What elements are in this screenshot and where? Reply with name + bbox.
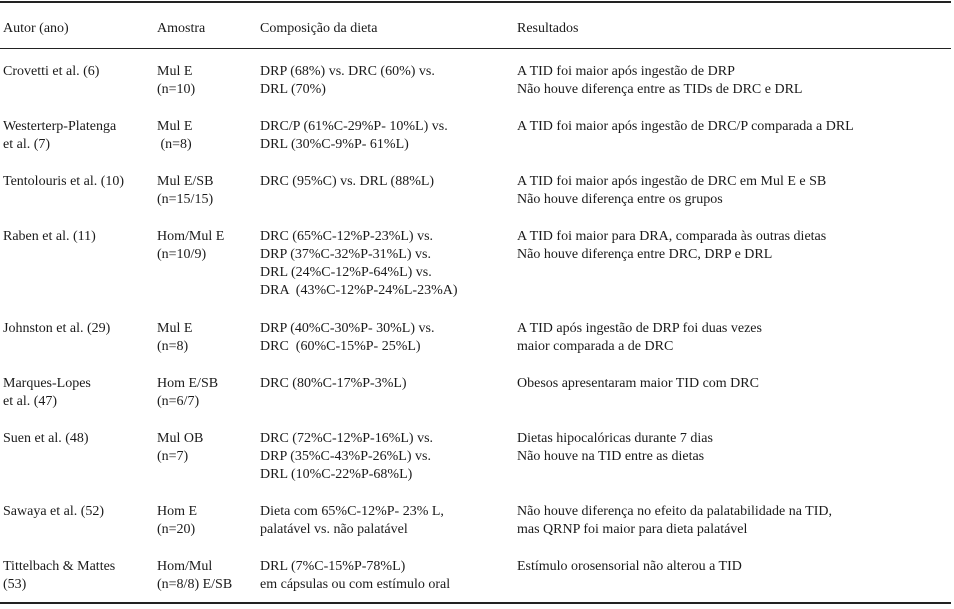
diet-line: DRL (10%C-22%P-68%L) xyxy=(260,467,413,482)
author-line: Raben et al. (11) xyxy=(3,229,96,244)
diet-line: em cápsulas ou com estímulo oral xyxy=(260,577,451,592)
author-line: et al. (47) xyxy=(3,394,58,409)
diet-line: DRL (24%C-12%P-64%L) vs. xyxy=(260,265,432,280)
sample-line: Mul E xyxy=(157,119,193,134)
result-line: A TID após ingestão de DRP foi duas vezes xyxy=(517,321,762,336)
result-line: Não houve diferença entre DRC, DRP e DRL xyxy=(517,247,773,262)
sample-line: (n=20) xyxy=(157,522,196,537)
result-line: maior comparada a de DRC xyxy=(517,339,674,354)
sample-line: (n=7) xyxy=(157,449,189,464)
result-line: Não houve diferença no efeito da palatabilidade na TID, xyxy=(517,504,832,519)
sample-line: Hom/Mul xyxy=(157,559,213,574)
sample-line: (n=10) xyxy=(157,82,196,97)
diet-line: DRC (95%C) vs. DRL (88%L) xyxy=(260,174,435,189)
diet-line: Dieta com 65%C-12%P- 23% L, xyxy=(260,504,444,519)
author-line: Sawaya et al. (52) xyxy=(3,504,105,519)
diet-line: DRP (35%C-43%P-26%L) vs. xyxy=(260,449,431,464)
header-rule xyxy=(0,48,951,49)
sample-line: Mul E xyxy=(157,321,193,336)
header-results: Resultados xyxy=(517,21,579,36)
author-line: Johnston et al. (29) xyxy=(3,321,111,336)
diet-line: DRP (37%C-32%P-31%L) vs. xyxy=(260,247,431,262)
sample-line: Mul OB xyxy=(157,431,204,446)
sample-line: Mul E/SB xyxy=(157,174,214,189)
result-line: A TID foi maior para DRA, comparada às outras dietas xyxy=(517,229,827,244)
result-line: Não houve diferença entre os grupos xyxy=(517,192,723,207)
sample-line: (n=6/7) xyxy=(157,394,200,409)
diet-line: DRL (30%C-9%P- 61%L) xyxy=(260,137,409,152)
header-author: Autor (ano) xyxy=(3,21,69,36)
diet-line: DRP (40%C-30%P- 30%L) vs. xyxy=(260,321,435,336)
result-line: A TID foi maior após ingestão de DRP xyxy=(517,64,735,79)
result-line: mas QRNP foi maior para dieta palatável xyxy=(517,522,748,537)
diet-line: palatável vs. não palatável xyxy=(260,522,408,537)
sample-line: Hom E/SB xyxy=(157,376,219,391)
diet-line: DRC (60%C-15%P- 25%L) xyxy=(260,339,421,354)
sample-line: (n=8) xyxy=(157,137,192,152)
result-line: A TID foi maior após ingestão de DRC em Mul E e SB xyxy=(517,174,827,189)
author-line: Tentolouris et al. (10) xyxy=(3,174,125,189)
result-line: Estímulo orosensorial não alterou a TID xyxy=(517,559,742,574)
diet-line: DRA (43%C-12%P-24%L-23%A) xyxy=(260,283,458,298)
sample-line: (n=10/9) xyxy=(157,247,207,262)
diet-line: DRC (80%C-17%P-3%L) xyxy=(260,376,407,391)
sample-line: (n=8) xyxy=(157,339,189,354)
sample-line: Hom/Mul E xyxy=(157,229,225,244)
author-line: Suen et al. (48) xyxy=(3,431,89,446)
diet-line: DRL (70%) xyxy=(260,82,326,97)
diet-line: DRL (7%C-15%P-78%L) xyxy=(260,559,406,574)
sample-line: (n=8/8) E/SB xyxy=(157,577,233,592)
top-rule xyxy=(0,1,951,3)
sample-line: Hom E xyxy=(157,504,198,519)
author-line: Crovetti et al. (6) xyxy=(3,64,100,79)
result-line: Não houve na TID entre as dietas xyxy=(517,449,705,464)
author-line: (53) xyxy=(3,577,27,592)
author-line: Westerterp-Platenga xyxy=(3,119,117,134)
diet-line: DRP (68%) vs. DRC (60%) vs. xyxy=(260,64,435,79)
bottom-rule xyxy=(0,602,951,604)
sample-line: (n=15/15) xyxy=(157,192,214,207)
header-diet: Composição da dieta xyxy=(260,21,378,36)
diet-line: DRC (72%C-12%P-16%L) vs. xyxy=(260,431,434,446)
result-line: Obesos apresentaram maior TID com DRC xyxy=(517,376,759,391)
diet-line: DRC/P (61%C-29%P- 10%L) vs. xyxy=(260,119,448,134)
author-line: et al. (7) xyxy=(3,137,51,152)
sample-line: Mul E xyxy=(157,64,193,79)
header-sample: Amostra xyxy=(157,21,206,36)
author-line: Tittelbach & Mattes xyxy=(3,559,116,574)
author-line: Marques-Lopes xyxy=(3,376,91,391)
result-line: A TID foi maior após ingestão de DRC/P comparada a DRL xyxy=(517,119,854,134)
result-line: Dietas hipocalóricas durante 7 dias xyxy=(517,431,713,446)
result-line: Não houve diferença entre as TIDs de DRC e DRL xyxy=(517,82,803,97)
diet-line: DRC (65%C-12%P-23%L) vs. xyxy=(260,229,434,244)
